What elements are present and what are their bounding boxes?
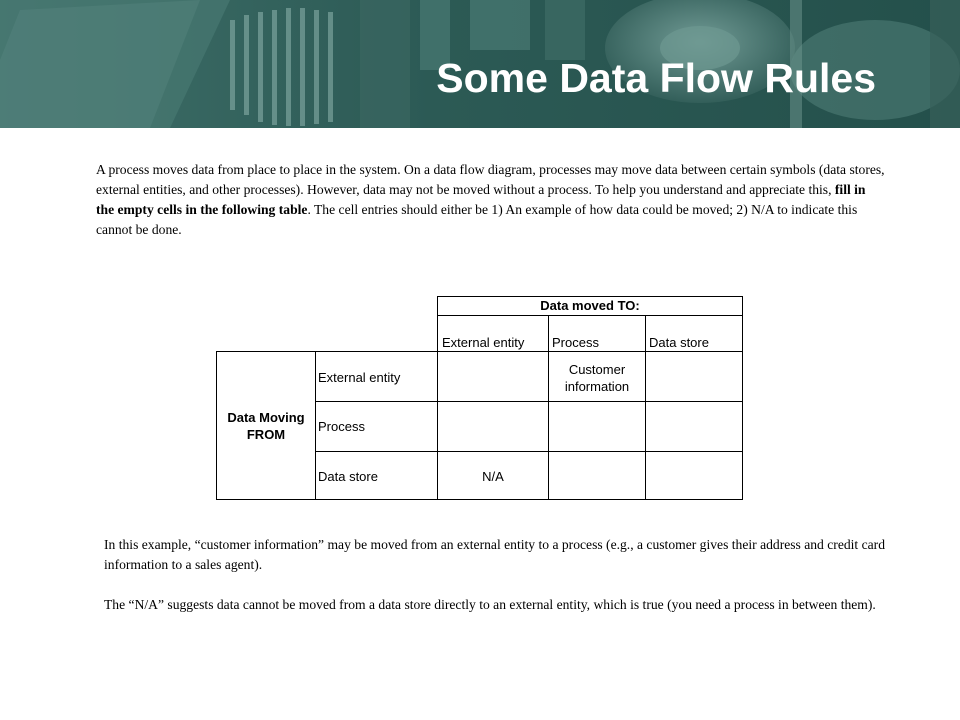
cell-example-line-2: information: [564, 379, 630, 394]
column-header-external-entity: External entity: [442, 335, 525, 350]
row-label-data-store: Data store: [318, 469, 378, 484]
header-banner: [0, 0, 960, 128]
table-border: [315, 451, 743, 452]
row-label-process: Process: [318, 419, 365, 434]
table-border: [216, 351, 743, 352]
table-border: [216, 499, 743, 500]
table-border: [315, 351, 316, 500]
column-header-data-store: Data store: [649, 335, 709, 350]
to-header: Data moved TO:: [540, 298, 640, 313]
row-label-external-entity: External entity: [318, 370, 401, 385]
from-header-line-1: Data Moving: [227, 410, 305, 425]
slide-title: Some Data Flow Rules: [436, 55, 876, 101]
cell-external-entity-to-process: [549, 361, 645, 395]
note-example: In this example, “customer information” may be moved from an external entity to a process (e.g., a customer gives their address and credit card information to a sales agent).: [104, 537, 885, 572]
intro-bold-text: fill in the empty cells in the following table: [96, 182, 866, 217]
cell-data-store-to-external-entity: N/A: [482, 469, 504, 484]
table-border: [742, 296, 743, 500]
table-border: [315, 401, 743, 402]
from-header: [217, 409, 315, 443]
intro-text-1: A process moves data from place to place in the system. On a data flow diagram, processes may move data between certain symbols (data stores, external entities, and other processes). However, data may not be moved without a process. To help you understand and appreciate this,: [96, 162, 885, 197]
cell-example-line-1: Customer: [568, 362, 626, 377]
note-na: The “N/A” suggests data cannot be moved from a data store directly to an external entity, which is true (you need a process in between them).: [104, 597, 876, 612]
explanation-notes: [104, 535, 904, 635]
intro-paragraph: [96, 160, 886, 240]
table-border: [548, 315, 549, 500]
from-header-line-2: FROM: [246, 427, 286, 442]
column-header-process: Process: [552, 335, 599, 350]
intro-text-2: . The cell entries should either be 1) An example of how data could be moved; 2) N/A to indicate this cannot be done.: [96, 202, 858, 237]
table-border: [437, 315, 743, 316]
table-border: [645, 315, 646, 500]
